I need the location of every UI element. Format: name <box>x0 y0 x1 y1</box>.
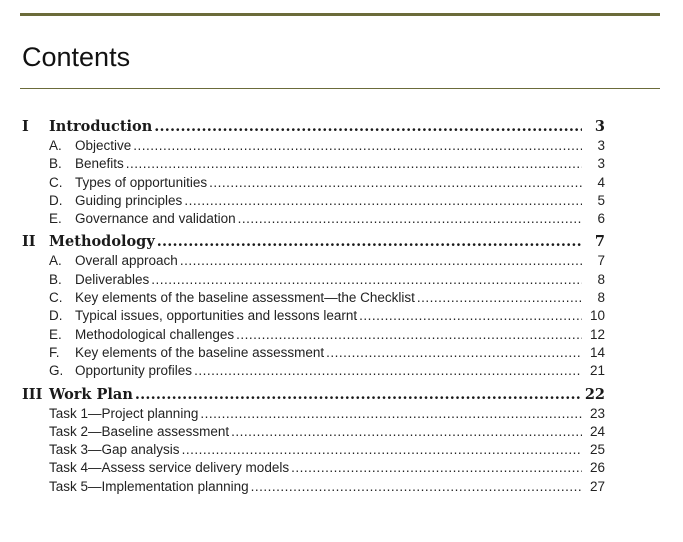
dot-leader <box>151 271 582 289</box>
section-number: I <box>22 118 29 135</box>
dot-leader <box>326 344 582 362</box>
page-number: 7 <box>594 233 605 251</box>
section-title: Introduction <box>49 118 153 135</box>
subentry-title: Task 1—Project planning <box>49 405 199 421</box>
section-title: Work Plan <box>49 385 133 403</box>
dot-leader <box>154 117 582 137</box>
page-number: 23 <box>589 405 605 421</box>
subentry-letter: F. <box>49 344 60 360</box>
dot-leader <box>231 423 582 441</box>
page-number: 3 <box>597 156 605 172</box>
page-number: 3 <box>594 118 605 135</box>
subentry-title: Objective <box>75 138 132 153</box>
subentry-title: Key elements of the baseline assessment <box>75 344 325 360</box>
toc-subentry[interactable] <box>0 362 683 380</box>
subentry-letter: C. <box>49 290 63 306</box>
toc-subentry[interactable] <box>0 252 683 270</box>
dot-leader <box>291 459 582 477</box>
toc-subentry[interactable] <box>0 271 683 289</box>
subentry-title: Typical issues, opportunities and lessons learnt <box>75 308 358 324</box>
dot-leader <box>135 385 582 405</box>
table-of-contents <box>0 117 683 500</box>
page-number: 26 <box>589 460 605 476</box>
page-number: 22 <box>584 385 605 403</box>
page-number: 6 <box>597 211 605 227</box>
subentry-letter: A. <box>49 138 62 153</box>
toc-subentry[interactable] <box>0 459 683 477</box>
dot-leader <box>200 405 582 423</box>
toc-subentry[interactable] <box>0 344 683 362</box>
toc-subentry[interactable] <box>0 174 683 192</box>
subentry-letter: B. <box>49 156 62 172</box>
toc-subentry[interactable] <box>0 137 683 155</box>
subentry-letter: A. <box>49 253 62 269</box>
subentry-letter: E. <box>49 211 62 227</box>
subentry-letter: D. <box>49 308 63 324</box>
subentry-title: Deliverables <box>75 271 150 287</box>
subentry-title: Benefits <box>75 156 124 172</box>
toc-subentry[interactable] <box>0 326 683 344</box>
page-number: 8 <box>597 290 605 306</box>
subentry-title: Task 5—Implementation planning <box>49 478 249 494</box>
dot-leader <box>251 478 582 496</box>
subentry-title: Task 3—Gap analysis <box>49 442 180 458</box>
subentry-title: Task 4—Assess service delivery models <box>49 460 290 476</box>
toc-subentry[interactable] <box>0 441 683 459</box>
section-number: III <box>22 385 43 403</box>
section-number: II <box>22 233 36 251</box>
page-number: 27 <box>589 478 605 494</box>
page-number: 24 <box>589 423 605 439</box>
dot-leader <box>209 174 582 192</box>
page-number: 10 <box>589 308 605 324</box>
subentry-title: Methodological challenges <box>75 326 235 342</box>
subentry-letter: B. <box>49 271 62 287</box>
subentry-title: Task 2—Baseline assessment <box>49 423 230 439</box>
page-number: 21 <box>589 363 605 379</box>
subentry-title: Opportunity profiles <box>75 363 193 379</box>
dot-leader <box>359 307 582 325</box>
section-title: Methodology <box>49 233 155 251</box>
subentry-letter: D. <box>49 192 63 208</box>
page-title: Contents <box>22 42 131 72</box>
subentry-title: Overall approach <box>75 253 178 269</box>
title-divider <box>20 88 660 89</box>
toc-section <box>0 117 683 228</box>
page-number: 12 <box>589 326 605 342</box>
subentry-letter: E. <box>49 326 62 342</box>
subentry-title: Types of opportunities <box>75 174 208 190</box>
page-number: 7 <box>597 253 605 269</box>
subentry-title: Guiding principles <box>75 192 183 208</box>
top-rule <box>20 13 660 16</box>
toc-subentry[interactable] <box>0 192 683 210</box>
page-number: 8 <box>597 271 605 287</box>
subentry-title: Key elements of the baseline assessment—the Checklist <box>75 290 415 306</box>
toc-subentry[interactable] <box>0 307 683 325</box>
subentry-letter: C. <box>49 174 63 190</box>
dot-leader <box>157 232 582 252</box>
dot-leader <box>184 192 582 210</box>
toc-subentry[interactable] <box>0 405 683 423</box>
page-number: 5 <box>597 192 605 208</box>
page-number: 14 <box>589 344 605 360</box>
dot-leader <box>236 326 582 344</box>
page-number: 3 <box>597 138 605 153</box>
toc-subentry[interactable] <box>0 478 683 496</box>
toc-subentry[interactable] <box>0 210 683 228</box>
toc-subentry[interactable] <box>0 289 683 307</box>
page-number: 4 <box>597 174 605 190</box>
toc-section-entry[interactable] <box>0 117 683 137</box>
dot-leader <box>133 137 582 155</box>
subentry-title: Governance and validation <box>75 211 236 227</box>
toc-subentry[interactable] <box>0 155 683 173</box>
page-number: 25 <box>589 442 605 458</box>
toc-subentry[interactable] <box>0 423 683 441</box>
toc-section <box>0 385 683 496</box>
subentry-letter: G. <box>49 363 64 379</box>
dot-leader <box>417 289 582 307</box>
toc-section-entry[interactable] <box>0 232 683 252</box>
dot-leader <box>194 362 582 380</box>
toc-section-entry[interactable] <box>0 385 683 405</box>
dot-leader <box>182 441 582 459</box>
dot-leader <box>180 252 582 270</box>
toc-section <box>0 232 683 380</box>
dot-leader <box>126 155 582 173</box>
dot-leader <box>238 210 582 228</box>
